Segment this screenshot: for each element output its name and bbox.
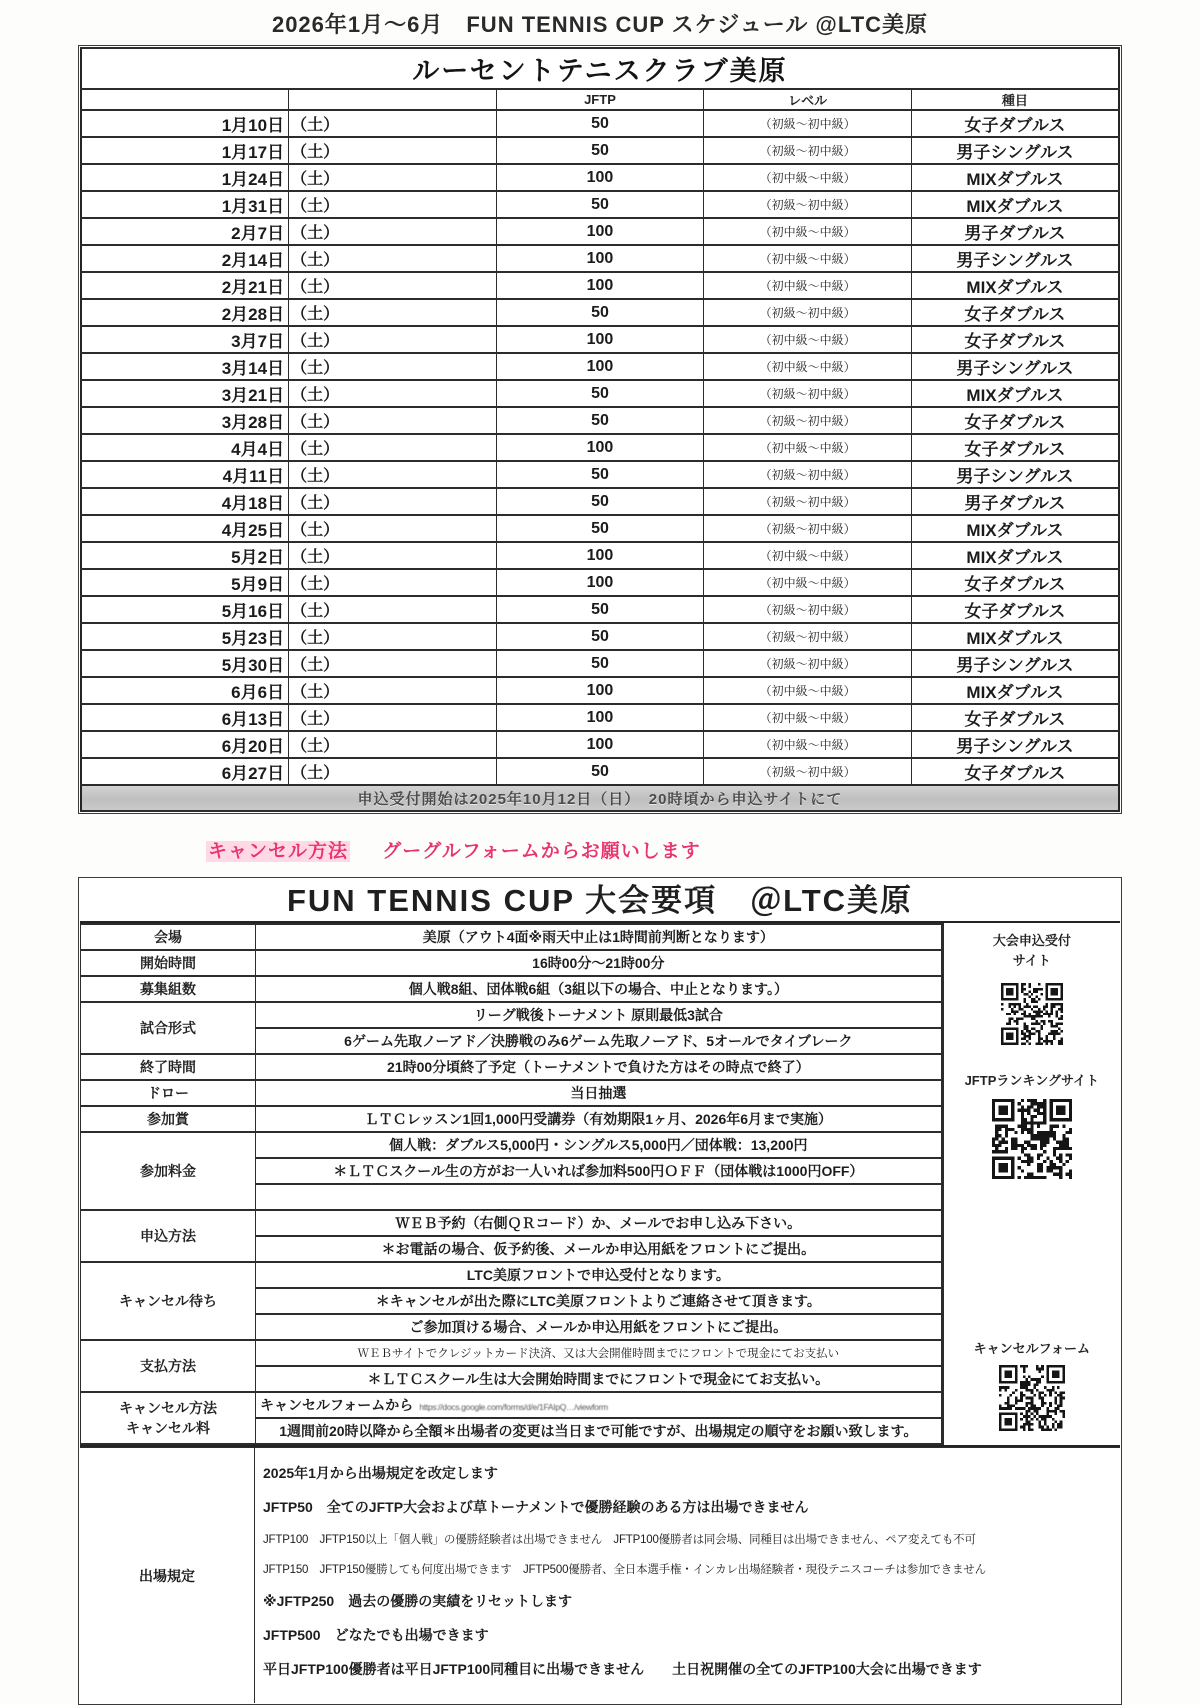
event-date: 1月24日 (81, 164, 289, 191)
event-day-of-week: （土） (289, 110, 497, 137)
event-category: 男子シングルス (911, 650, 1119, 677)
event-category: 女子ダブルス (911, 596, 1119, 623)
schedule-body (81, 110, 1119, 785)
schedule-row (81, 677, 1119, 704)
detail-value: 21時00分頃終了予定（トーナメントで負けた方はその時点で終了） (256, 1054, 942, 1080)
schedule-row (81, 110, 1119, 137)
detail-label: 支払方法 (81, 1340, 256, 1392)
event-jftp-points: 50 (496, 488, 704, 515)
col-header-level: レベル (704, 89, 912, 110)
event-day-of-week: （土） (289, 326, 497, 353)
event-day-of-week: （土） (289, 353, 497, 380)
cancel-method-label: キャンセル方法 (208, 841, 349, 862)
detail-label: ドロー (81, 1080, 256, 1106)
event-category: MIXダブルス (911, 272, 1119, 299)
event-date: 1月17日 (81, 137, 289, 164)
detail-value: LTC美原フロントで申込受付となります。 (256, 1262, 942, 1288)
schedule-row (81, 299, 1119, 326)
detail-value: 6ゲーム先取ノーアド／決勝戦のみ6ゲーム先取ノーアド、5オールでタイブレーク (256, 1028, 942, 1054)
event-jftp-points: 100 (496, 731, 704, 758)
event-day-of-week: （土） (289, 488, 497, 515)
signup-site-label-line2: サイト (1012, 953, 1051, 968)
event-level: （初級～初中級） (704, 650, 912, 677)
event-day-of-week: （土） (289, 407, 497, 434)
event-day-of-week: （土） (289, 461, 497, 488)
rule-line: JFTP150 JFTP150優勝しても何度出場できます JFTP500優勝者、全日本選手権・インカレ出場経験者・現役テニスコーチは参加できません (263, 1564, 986, 1576)
detail-row (81, 950, 942, 976)
event-day-of-week: （土） (289, 164, 497, 191)
event-jftp-points: 50 (496, 596, 704, 623)
event-day-of-week: （土） (289, 137, 497, 164)
schedule-row (81, 326, 1119, 353)
event-category: MIXダブルス (911, 677, 1119, 704)
event-level: （初級～初中級） (704, 191, 912, 218)
schedule-row (81, 542, 1119, 569)
detail-value: リーグ戦後トーナメント 原則最低3試合 (256, 1002, 942, 1028)
details-title: FUN TENNIS CUP 大会要項 ＠LTC美原 (80, 879, 1120, 923)
event-jftp-points: 100 (496, 218, 704, 245)
event-day-of-week: （土） (289, 191, 497, 218)
event-day-of-week: （土） (289, 380, 497, 407)
event-category: 男子シングルス (911, 137, 1119, 164)
schedule-row (81, 515, 1119, 542)
detail-row (81, 1392, 942, 1418)
event-level: （初級～初中級） (704, 623, 912, 650)
detail-value: ＊キャンセルが出た際にLTC美原フロントよりご連絡させて頂きます。 (256, 1288, 942, 1314)
event-category: 男子シングルス (911, 245, 1119, 272)
event-jftp-points: 100 (496, 677, 704, 704)
detail-label: キャンセル待ち (81, 1262, 256, 1340)
event-level: （初級～初中級） (704, 488, 912, 515)
event-jftp-points: 100 (496, 164, 704, 191)
event-date: 6月27日 (81, 758, 289, 785)
rule-line: 平日JFTP100優勝者は平日JFTP100同種目に出場できません 土日祝開催の全てのJFTP100大会に出場できます (263, 1661, 982, 1677)
detail-label: 試合形式 (81, 1002, 256, 1054)
schedule-row (81, 191, 1119, 218)
event-date: 3月14日 (81, 353, 289, 380)
event-date: 2月14日 (81, 245, 289, 272)
detail-row (81, 1210, 942, 1236)
event-category: 男子シングルス (911, 461, 1119, 488)
detail-row (81, 1054, 942, 1080)
schedule-row (81, 623, 1119, 650)
entry-rules-label: 出場規定 (80, 1448, 255, 1703)
event-day-of-week: （土） (289, 731, 497, 758)
detail-value: 個人戦8組、団体戦6組（3組以下の場合、中止となります。） (256, 976, 942, 1002)
detail-label: 募集組数 (81, 976, 256, 1002)
detail-label: 申込方法 (81, 1210, 256, 1262)
event-level: （初中級～中級） (704, 164, 912, 191)
schedule-row (81, 758, 1119, 785)
event-date: 5月2日 (81, 542, 289, 569)
event-level: （初級～初中級） (704, 596, 912, 623)
event-jftp-points: 50 (496, 407, 704, 434)
event-level: （初中級～中級） (704, 569, 912, 596)
detail-value: ＬＴＣレッスン1回1,000円受講券（有効期限1ヶ月、2026年6月まで実施） (256, 1106, 942, 1132)
event-date: 4月25日 (81, 515, 289, 542)
detail-row (81, 1002, 942, 1028)
event-date: 3月7日 (81, 326, 289, 353)
event-level: （初級～初中級） (704, 407, 912, 434)
event-day-of-week: （土） (289, 245, 497, 272)
schedule-row (81, 596, 1119, 623)
detail-value: キャンセルフォームから https://docs.google.com/forms/d/e/1FAIpQ…/viewform (256, 1392, 942, 1418)
details-body (81, 924, 942, 1444)
detail-value: ＊ＬＴＣスクール生の方がお一人いれば参加料500円ＯＦＦ（団体戦は1000円OFF） (256, 1158, 942, 1184)
event-level: （初級～初中級） (704, 380, 912, 407)
event-level: （初級～初中級） (704, 299, 912, 326)
page-title: 2026年1月～6月 FUN TENNIS CUP スケジュール @LTC美原 (271, 12, 929, 37)
detail-value: 16時00分～21時00分 (256, 950, 942, 976)
event-level: （初級～初中級） (704, 137, 912, 164)
cancel-method-text: グーグルフォームからお願いします (382, 841, 701, 862)
detail-value: ＊ＬＴＣスクール生は大会開始時間までにフロントで現金にてお支払い。 (256, 1366, 942, 1392)
detail-value: 美原（アウト4面※雨天中止は1時間前判断となります） (256, 924, 942, 950)
event-jftp-points: 100 (496, 542, 704, 569)
event-day-of-week: （土） (289, 758, 497, 785)
event-category: MIXダブルス (911, 623, 1119, 650)
detail-label: キャンセル方法 キャンセル料 (81, 1392, 256, 1444)
schedule-row (81, 461, 1119, 488)
event-jftp-points: 50 (496, 758, 704, 785)
event-date: 6月13日 (81, 704, 289, 731)
schedule-row (81, 650, 1119, 677)
event-jftp-points: 100 (496, 353, 704, 380)
schedule-row (81, 353, 1119, 380)
event-day-of-week: （土） (289, 515, 497, 542)
event-date: 1月31日 (81, 191, 289, 218)
detail-row (81, 1340, 942, 1366)
detail-label: 開始時間 (81, 950, 256, 976)
rule-line: JFTP50 全てのJFTP大会および草トーナメントで優勝経験のある方は出場できません (263, 1499, 809, 1515)
cancel-method-note (206, 836, 1122, 863)
detail-row (81, 976, 942, 1002)
event-date: 5月16日 (81, 596, 289, 623)
schedule-row (81, 434, 1119, 461)
detail-value: ご参加頂ける場合、メールか申込用紙をフロントにご提出。 (256, 1314, 942, 1340)
col-header-jftp: JFTP (496, 89, 704, 110)
event-date: 3月21日 (81, 380, 289, 407)
schedule-row (81, 245, 1119, 272)
tournament-details-table (78, 877, 1122, 1705)
schedule-row (81, 569, 1119, 596)
schedule-row (81, 272, 1119, 299)
detail-label: 参加料金 (81, 1132, 256, 1210)
rule-line: ※JFTP250 過去の優勝の実績をリセットします (263, 1593, 573, 1609)
event-date: 5月30日 (81, 650, 289, 677)
event-date: 4月4日 (81, 434, 289, 461)
event-date: 6月20日 (81, 731, 289, 758)
schedule-row (81, 164, 1119, 191)
event-date: 3月28日 (81, 407, 289, 434)
detail-row (81, 1132, 942, 1158)
col-header-event: 種目 (911, 89, 1119, 110)
detail-value: 当日抽選 (256, 1080, 942, 1106)
ranking-site-qr-code (992, 1099, 1072, 1179)
event-day-of-week: （土） (289, 623, 497, 650)
detail-value: 1週間前20時以降から全額＊出場者の変更は当日まで可能ですが、出場規定の順守をお願い致します。 (256, 1418, 942, 1444)
event-date: 2月7日 (81, 218, 289, 245)
event-day-of-week: （土） (289, 650, 497, 677)
event-level: （初中級～中級） (704, 677, 912, 704)
event-category: 男子シングルス (911, 731, 1119, 758)
cancel-form-label: キャンセルフォーム (973, 1341, 1090, 1356)
event-jftp-points: 50 (496, 110, 704, 137)
event-category: 男子ダブルス (911, 218, 1119, 245)
schedule-row (81, 731, 1119, 758)
event-level: （初中級～中級） (704, 245, 912, 272)
event-category: MIXダブルス (911, 542, 1119, 569)
signup-site-label-line1: 大会申込受付 (992, 933, 1071, 948)
event-category: MIXダブルス (911, 380, 1119, 407)
event-day-of-week: （土） (289, 218, 497, 245)
event-category: 女子ダブルス (911, 299, 1119, 326)
cancel-form-qr-code (999, 1365, 1065, 1431)
event-level: （初中級～中級） (704, 272, 912, 299)
event-jftp-points: 50 (496, 191, 704, 218)
event-level: （初級～初中級） (704, 515, 912, 542)
cancel-form-url: https://docs.google.com/forms/d/e/1FAIpQ…/viewform (419, 1402, 608, 1412)
event-jftp-points: 100 (496, 434, 704, 461)
club-title: ルーセントテニスクラブ美原 (81, 48, 1119, 89)
event-jftp-points: 50 (496, 461, 704, 488)
event-jftp-points: 100 (496, 272, 704, 299)
event-category: MIXダブルス (911, 191, 1119, 218)
entry-rules-row (80, 1447, 1120, 1703)
detail-row (81, 1262, 942, 1288)
signup-site-qr-code (1001, 983, 1063, 1045)
event-jftp-points: 100 (496, 326, 704, 353)
event-level: （初級～初中級） (704, 110, 912, 137)
schedule-row (81, 218, 1119, 245)
event-category: 女子ダブルス (911, 407, 1119, 434)
event-day-of-week: （土） (289, 272, 497, 299)
event-level: （初中級～中級） (704, 353, 912, 380)
event-jftp-points: 100 (496, 569, 704, 596)
event-day-of-week: （土） (289, 299, 497, 326)
event-date: 5月9日 (81, 569, 289, 596)
event-jftp-points: 100 (496, 704, 704, 731)
event-day-of-week: （土） (289, 704, 497, 731)
schedule-table (78, 45, 1122, 814)
event-category: 男子ダブルス (911, 488, 1119, 515)
detail-value (256, 1184, 942, 1210)
event-jftp-points: 50 (496, 299, 704, 326)
document-page (78, 0, 1122, 1705)
event-jftp-points: 50 (496, 515, 704, 542)
event-date: 4月11日 (81, 461, 289, 488)
event-date: 6月6日 (81, 677, 289, 704)
detail-label: 参加賞 (81, 1106, 256, 1132)
event-level: （初級～初中級） (704, 758, 912, 785)
event-level: （初中級～中級） (704, 542, 912, 569)
event-category: 女子ダブルス (911, 326, 1119, 353)
event-day-of-week: （土） (289, 596, 497, 623)
rule-line: JFTP100 JFTP150以上「個人戦」の優勝経験者は出場できません JFTP100優勝者は同会場、同種目は出場できません、ペア変えても不可 (263, 1534, 976, 1546)
event-jftp-points: 50 (496, 623, 704, 650)
event-category: 女子ダブルス (911, 434, 1119, 461)
detail-value: ＷＥＢ予約（右側ＱＲコード）か、メールでお申し込み下さい。 (256, 1210, 942, 1236)
qr-sidebar (942, 923, 1120, 1445)
detail-value: ＷＥＢサイトでクレジットカード決済、又は大会開催時間までにフロントで現金にてお支払い (256, 1340, 942, 1366)
event-category: 女子ダブルス (911, 758, 1119, 785)
event-day-of-week: （土） (289, 434, 497, 461)
detail-label: 終了時間 (81, 1054, 256, 1080)
event-level: （初中級～中級） (704, 731, 912, 758)
event-day-of-week: （土） (289, 542, 497, 569)
schedule-row (81, 380, 1119, 407)
event-level: （初中級～中級） (704, 434, 912, 461)
col-header-date (81, 89, 289, 110)
schedule-row (81, 704, 1119, 731)
rule-line: 2025年1月から出場規定を改定します (263, 1465, 498, 1481)
event-level: （初中級～中級） (704, 326, 912, 353)
event-category: MIXダブルス (911, 515, 1119, 542)
event-date: 2月21日 (81, 272, 289, 299)
event-category: 女子ダブルス (911, 110, 1119, 137)
event-date: 5月23日 (81, 623, 289, 650)
rule-line: JFTP500 どなたでも出場できます (263, 1627, 489, 1643)
event-category: 女子ダブルス (911, 569, 1119, 596)
col-header-dow (289, 89, 497, 110)
schedule-row (81, 137, 1119, 164)
event-category: 男子シングルス (911, 353, 1119, 380)
schedule-row (81, 407, 1119, 434)
event-day-of-week: （土） (289, 677, 497, 704)
event-date: 1月10日 (81, 110, 289, 137)
detail-row (81, 1106, 942, 1132)
rules-lines (255, 1448, 1120, 1703)
event-category: MIXダブルス (911, 164, 1119, 191)
event-level: （初中級～中級） (704, 704, 912, 731)
event-jftp-points: 100 (496, 245, 704, 272)
detail-row (81, 924, 942, 950)
detail-label: 会場 (81, 924, 256, 950)
event-date: 2月28日 (81, 299, 289, 326)
signup-notice-banner: 申込受付開始は2025年10月12日（日） 20時頃から申込サイトにて (81, 785, 1119, 811)
event-date: 4月18日 (81, 488, 289, 515)
event-day-of-week: （土） (289, 569, 497, 596)
detail-value: ＊お電話の場合、仮予約後、メールか申込用紙をフロントにご提出。 (256, 1236, 942, 1262)
schedule-row (81, 488, 1119, 515)
event-category: 女子ダブルス (911, 704, 1119, 731)
event-jftp-points: 50 (496, 137, 704, 164)
detail-row (81, 1080, 942, 1106)
event-level: （初級～初中級） (704, 461, 912, 488)
detail-value: 個人戦：ダブルス5,000円・シングルス5,000円／団体戦：13,200円 (256, 1132, 942, 1158)
event-level: （初中級～中級） (704, 218, 912, 245)
event-jftp-points: 50 (496, 380, 704, 407)
ranking-site-label: JFTPランキングサイト (964, 1073, 1100, 1088)
event-jftp-points: 50 (496, 650, 704, 677)
